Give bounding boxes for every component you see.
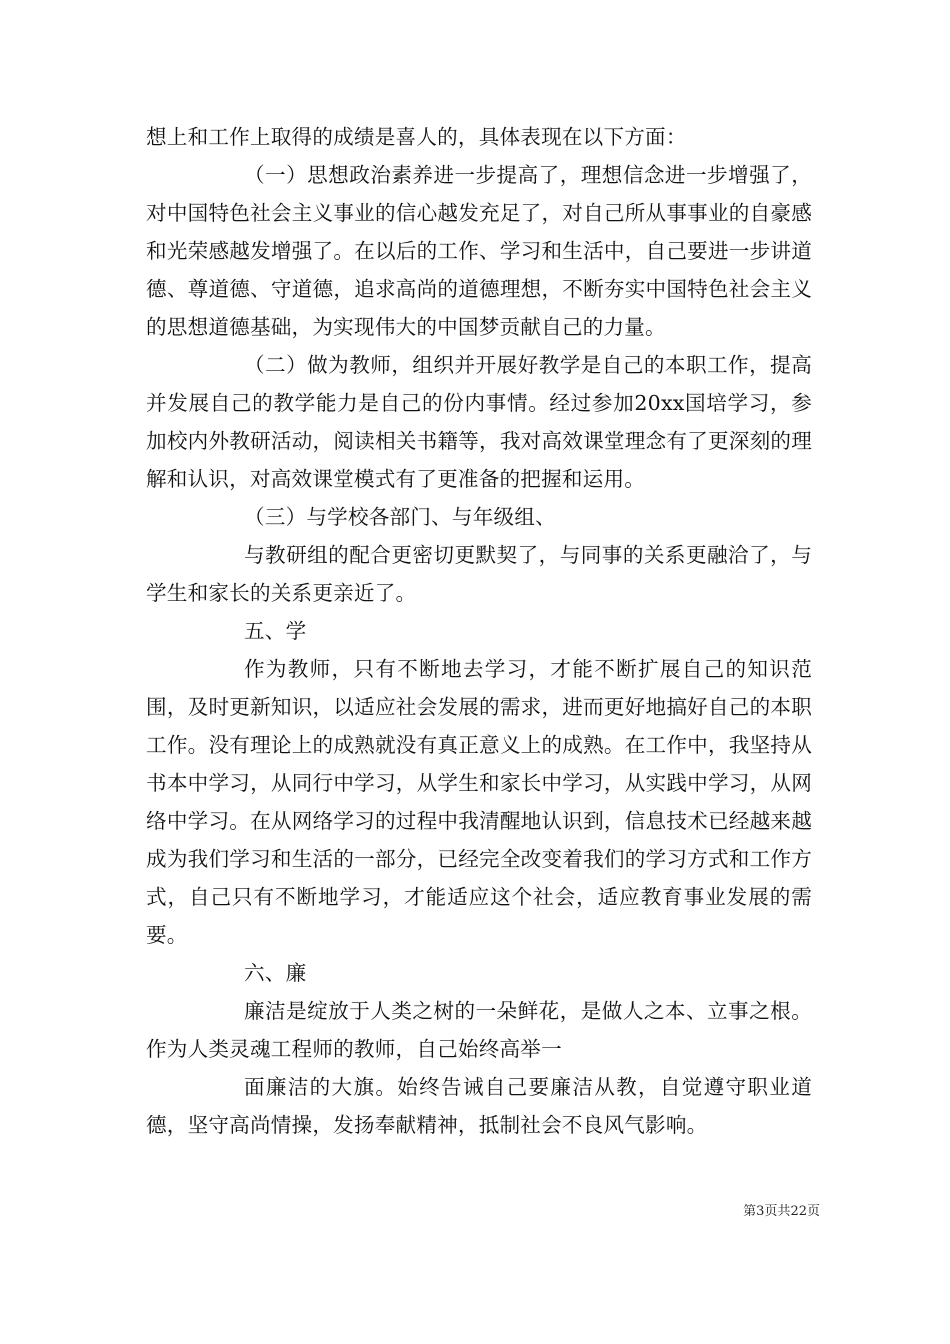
paragraph-integrity-cont: 面廉洁的大旗。始终告诫自己要廉洁从教，自觉遵守职业道德，坚守高尚情操，发扬奉献精神，抵制社会不良风气影响。 (146, 1075, 812, 1137)
paragraph-section-2: （二）做为教师，组织并开展好教学是自己的本职工作，提高并发展自己的教学能力是自己的份内事情。经过参加20xx国培学习，参加校内外教研活动，阅读相关书籍等，我对高效课堂理念有了更深刻的理解和认识，对高效课堂模式有了更准备的把握和运用。 (146, 353, 812, 491)
heading-study: 五、学 (244, 619, 307, 643)
paragraph-integrity-start: 廉洁是绽放于人类之树的一朵鲜花，是做人之本、立事之根。作为人类灵魂工程师的教师，自己始终高举一 (146, 999, 812, 1061)
document-body (146, 118, 812, 1144)
paragraph-section-3-cont: 与教研组的配合更密切更默契了，与同事的关系更融洽了，与学生和家长的关系更亲近了。 (146, 543, 812, 605)
paragraph-study: 作为教师，只有不断地去学习，才能不断扩展自己的知识范围，及时更新知识，以适应社会发展的需求，进而更好地搞好自己的本职工作。没有理论上的成熟就没有真正意义上的成熟。在工作中，我坚持从书本中学习，从同行中学习，从学生和家长中学习，从实践中学习，从网络中学习。在从网络学习的过程中我清醒地认识到，信息技术已经越来越成为我们学习和生活的一部分，已经完全改变着我们的学习方式和工作方式，自己只有不断地学习，才能适应这个社会，适应教育事业发展的需要。 (146, 657, 812, 947)
heading-integrity: 六、廉 (244, 961, 307, 985)
page-number: 第3页共22页 (743, 1204, 820, 1219)
paragraph-section-1: （一）思想政治素养进一步提高了，理想信念进一步增强了，对中国特色社会主义事业的信心越发充足了，对自己所从事事业的自豪感和光荣感越发增强了。在以后的工作、学习和生活中，自己要进一步讲道德、尊道德、守道德，追求高尚的道德理想，不断夯实中国特色社会主义的思想道德基础，为实现伟大的中国梦贡献自己的力量。 (146, 163, 812, 339)
paragraph-section-3-start: （三）与学校各部门、与年级组、 (244, 505, 556, 529)
paragraph-continuation: 想上和工作上取得的成绩是喜人的，具体表现在以下方面： (146, 125, 687, 149)
